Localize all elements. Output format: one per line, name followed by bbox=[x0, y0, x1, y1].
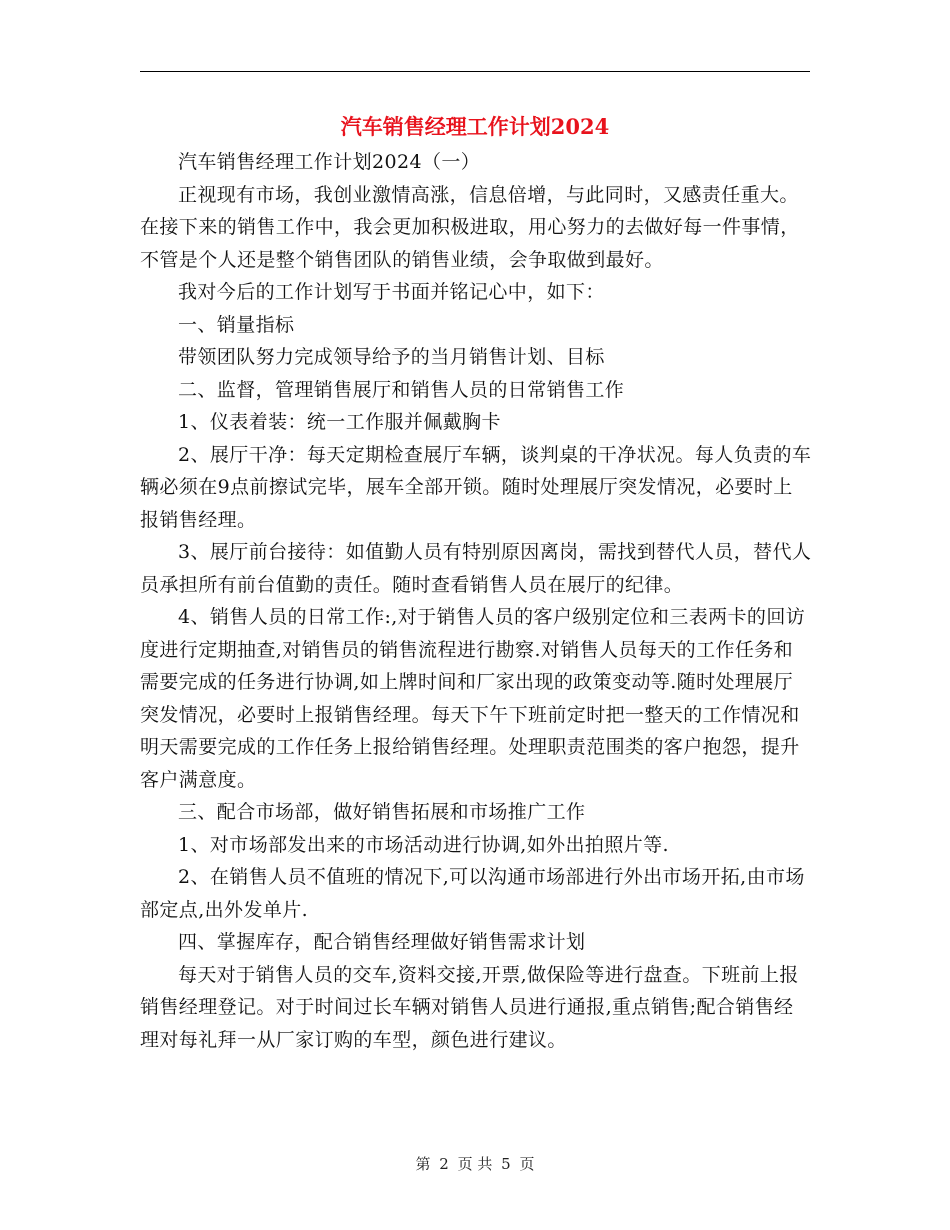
list-item-daily-work: 4、销售人员的日常工作:,对于销售人员的客户级别定位和三表两卡的回访度进行定期抽查,对销售员的销售流程进行勘察.对销售人员每天的工作任务和需要完成的任务进行协调,如上牌时间和厂家出现的政策变动等.随时处理展厅突发情况，必要时上报销售经理。每天下午下班前定时把一整天的工作情况和明天需要完成的工作任务上报给销售经理。处理职责范围类的客户抱怨，提升客户满意度。 bbox=[140, 606, 806, 791]
footer-suffix: 页 bbox=[519, 1155, 535, 1173]
paragraph-sales-target: 带领团队努力完成领导给予的当月销售计划、目标 bbox=[178, 346, 605, 368]
header-rule bbox=[140, 71, 810, 72]
document-body bbox=[140, 146, 812, 1056]
page-footer bbox=[0, 1152, 950, 1176]
paragraph-intro: 正视现有市场，我创业激情高涨，信息倍增，与此同时，又感责任重大。在接下来的销售工作中，我会更加积极进取，用心努力的去做好每一件事情，不管是个人还是整个销售团队的销售业绩，会争取做到最好。 bbox=[140, 183, 800, 271]
list-item-showroom-clean: 2、展厅干净：每天定期检查展厅车辆，谈判桌的干净状况。每人负责的车辆必须在9点前擦试完毕，展车全部开锁。随时处理展厅突发情况，必要时上报销售经理。 bbox=[140, 443, 812, 531]
list-item-market-expansion: 2、在销售人员不值班的情况下,可以沟通市场部进行外出市场开拓,由市场部定点,出外发单片. bbox=[140, 866, 805, 921]
paragraph-plan-lead: 我对今后的工作计划写于书面并铭记心中，如下： bbox=[178, 281, 605, 303]
section-heading-1: 一、销量指标 bbox=[178, 313, 295, 336]
paragraph-inventory: 每天对于销售人员的交车,资料交接,开票,做保险等进行盘查。下班前上报销售经理登记。对于时间过长车辆对销售人员进行通报,重点销售;配合销售经理对每礼拜一从厂家订购的车型，颜色进行建议。 bbox=[140, 963, 799, 1051]
footer-prefix: 第 bbox=[415, 1155, 431, 1173]
paragraph-subtitle: 汽车销售经理工作计划2024（一） bbox=[178, 151, 481, 173]
section-heading-3: 三、配合市场部，做好销售拓展和市场推广工作 bbox=[178, 801, 586, 823]
list-item-market-activity: 1、对市场部发出来的市场活动进行协调,如外出拍照片等. bbox=[178, 833, 669, 856]
list-item-dress: 1、仪表着装：统一工作服并佩戴胸卡 bbox=[178, 411, 501, 433]
footer-total-pages: 5 bbox=[501, 1155, 511, 1173]
footer-page-number: 2 bbox=[439, 1155, 449, 1173]
document-title: 汽车销售经理工作计划2024 bbox=[340, 114, 610, 139]
footer-middle: 页 共 bbox=[457, 1155, 493, 1173]
section-heading-2: 二、监督，管理销售展厅和销售人员的日常销售工作 bbox=[178, 378, 625, 401]
list-item-reception: 3、展厅前台接待：如值勤人员有特别原因离岗，需找到替代人员，替代人员承担所有前台值勤的责任。随时查看销售人员在展厅的纪律。 bbox=[140, 541, 812, 596]
section-heading-4: 四、掌握库存，配合销售经理做好销售需求计划 bbox=[178, 931, 586, 953]
